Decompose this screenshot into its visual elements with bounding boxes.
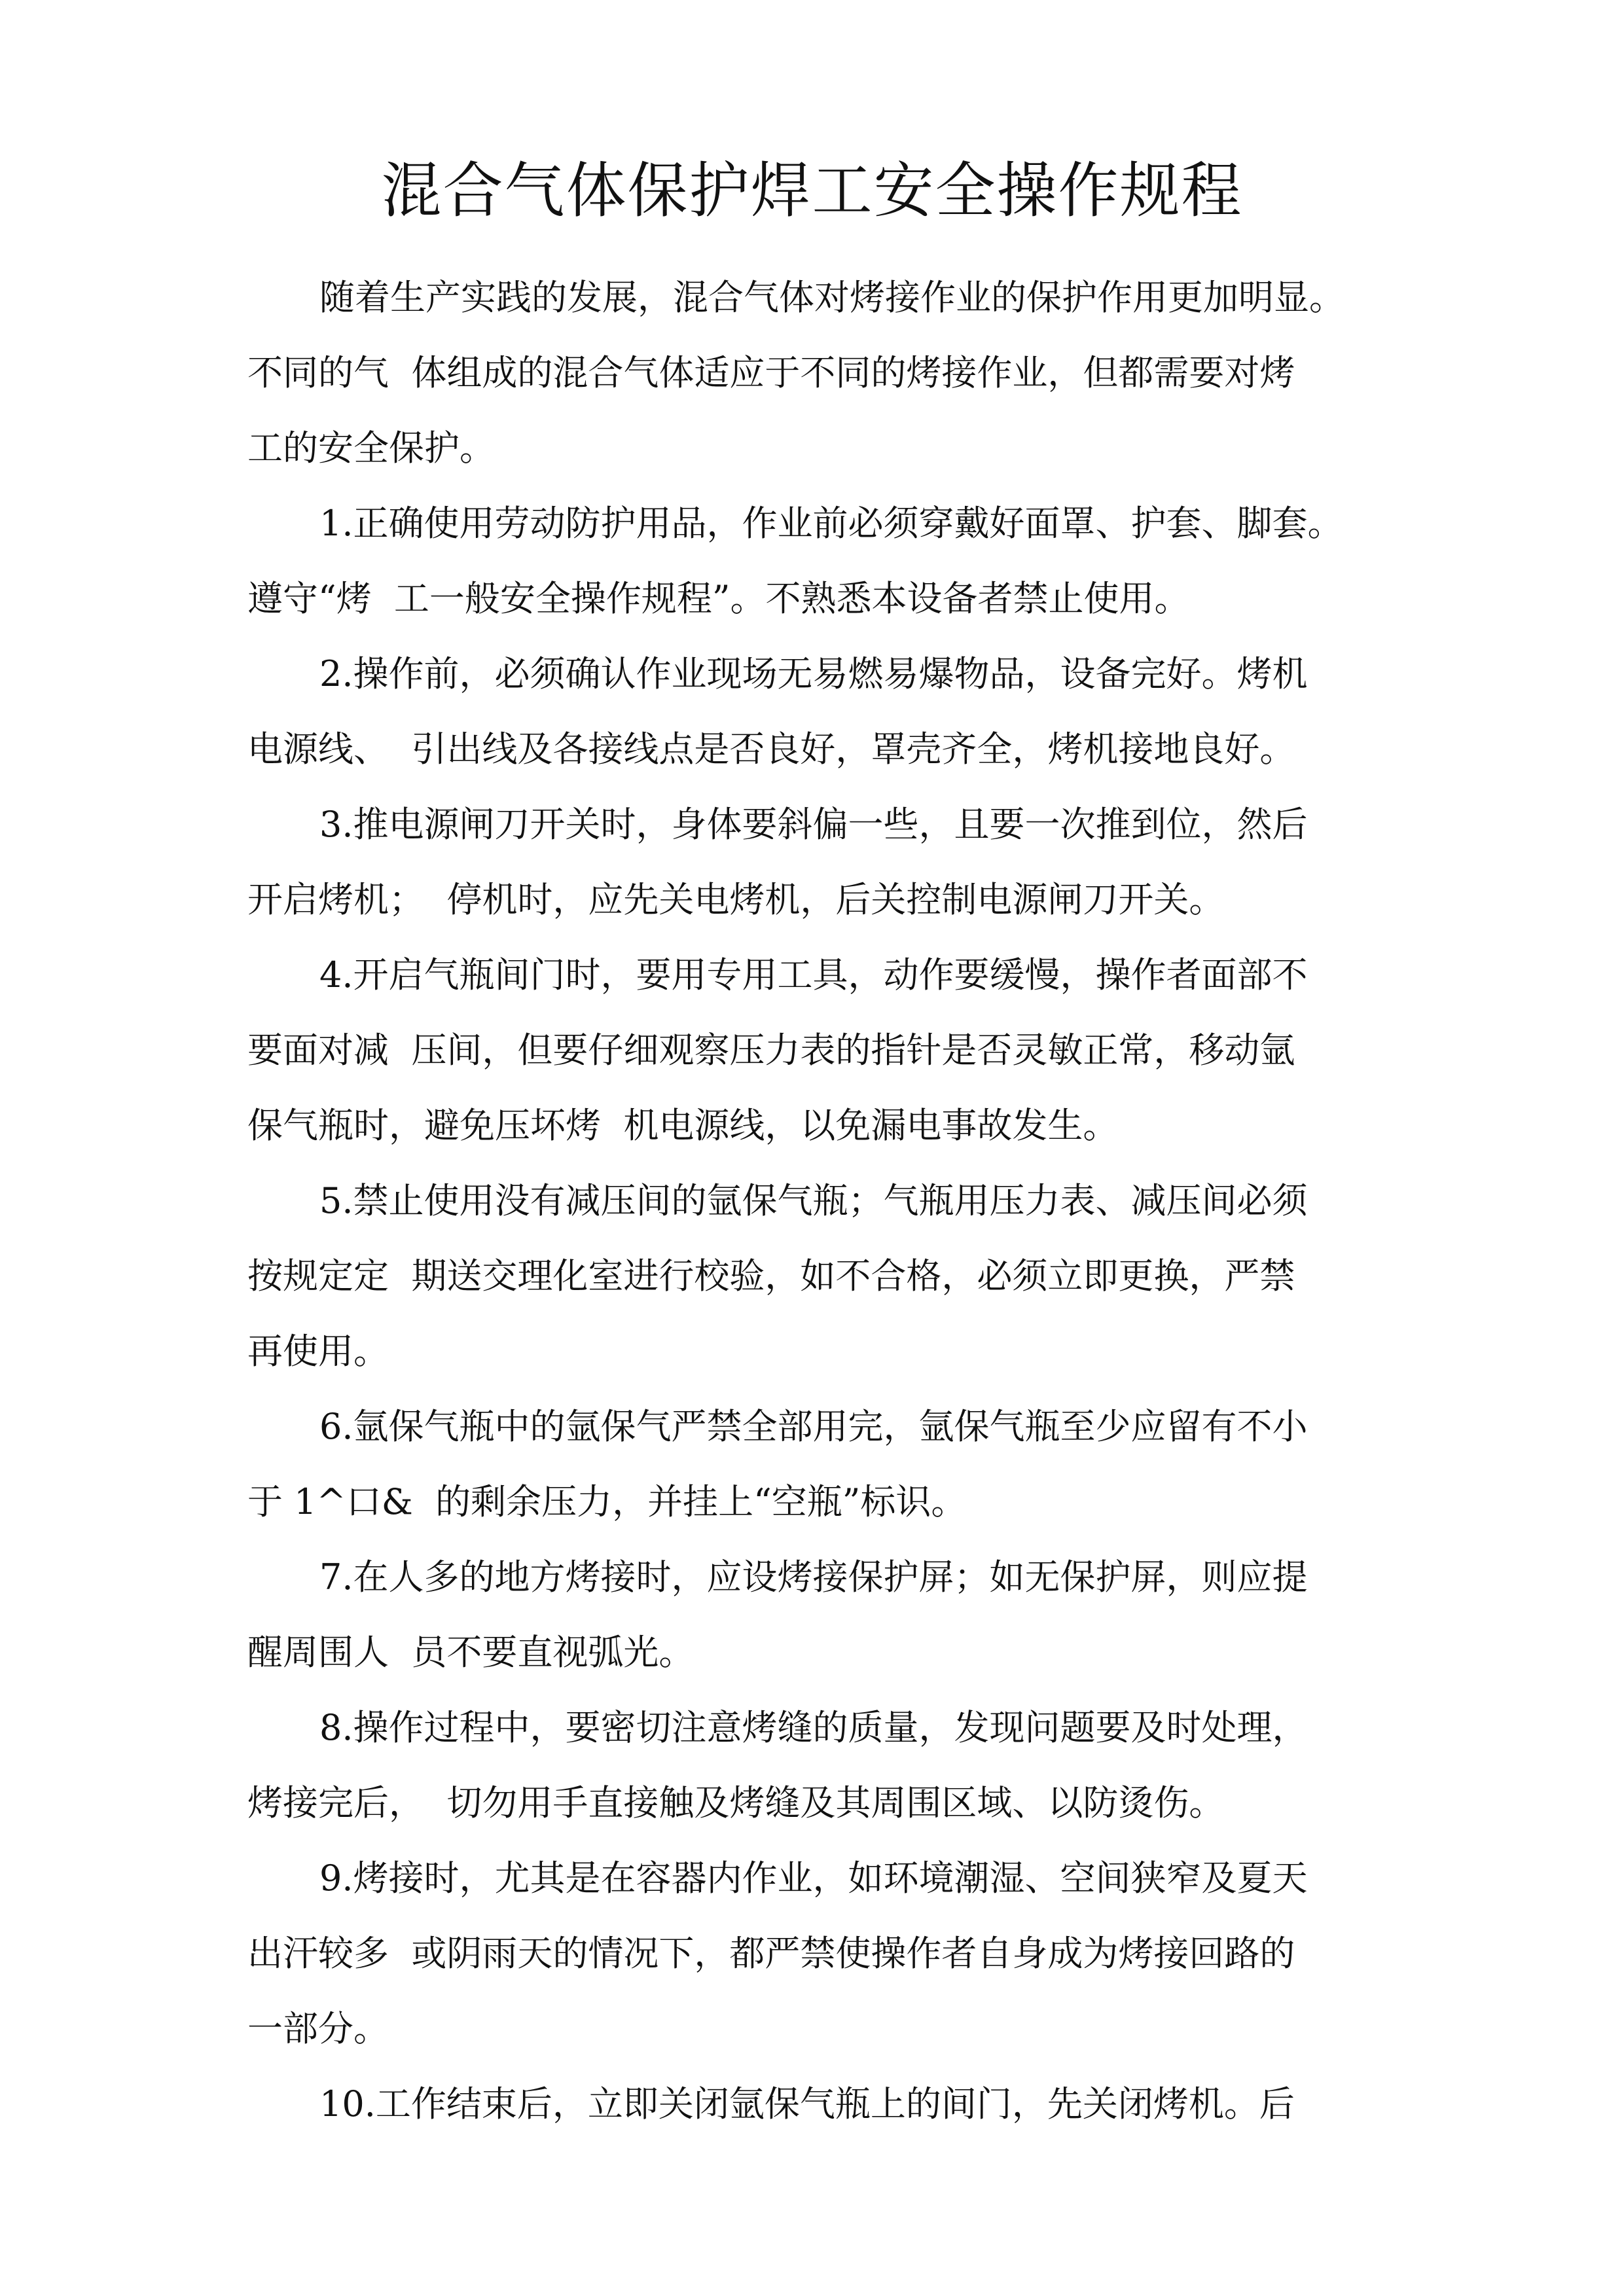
text-line: 电源线、 引出线及各接线点是否良好，罩壳齐全，烤机接地良好。 bbox=[247, 728, 1295, 770]
text-line: 不同的气 体组成的混合气体适应于不同的烤接作业，但都需要对烤 bbox=[247, 352, 1295, 393]
text-line: 烤接完后， 切勿用手直接触及烤缝及其周围区域、以防烫伤。 bbox=[247, 1782, 1225, 1823]
text-line: 开启烤机； 停机时，应先关电烤机，后关控制电源闸刀开关。 bbox=[247, 879, 1225, 920]
text-line: 4.开启气瓶间门时，要用专用工具，动作要缓慢，操作者面部不 bbox=[319, 954, 1308, 996]
text-line: 再使用。 bbox=[247, 1331, 389, 1372]
text-line: 工的安全保护。 bbox=[247, 427, 495, 469]
text-line: 1.正确使用劳动防护用品，作业前必须穿戴好面罩、护套、脚套。 bbox=[319, 503, 1343, 544]
text-line: 于 1^口& 的剩余压力，并挂上“空瓶”标识。 bbox=[247, 1481, 967, 1522]
text-line: 随着生产实践的发展，混合气体对烤接作业的保护作用更加明显。 bbox=[319, 277, 1344, 318]
text-line: 一部分。 bbox=[247, 2008, 389, 2049]
text-line: 保气瓶时，避免压坏烤 机电源线，以免漏电事故发生。 bbox=[247, 1105, 1119, 1146]
text-line: 出汗较多 或阴雨天的情况下，都严禁使操作者自身成为烤接回路的 bbox=[247, 1933, 1295, 1974]
text-line: 7.在人多的地方烤接时，应设烤接保护屏；如无保护屏，则应提 bbox=[319, 1556, 1308, 1598]
document-title: 混合气体保护焊工安全操作规程 bbox=[381, 156, 1243, 226]
text-line: 9.烤接时，尤其是在容器内作业，如环境潮湿、空间狭窄及夏天 bbox=[319, 1857, 1308, 1899]
text-line: 遵守“烤 工一般安全操作规程”。不熟悉本设备者禁止使用。 bbox=[247, 578, 1190, 619]
text-line: 8.操作过程中，要密切注意烤缝的质量，发现问题要及时处理， bbox=[319, 1707, 1308, 1748]
text-line: 要面对减 压间，但要仔细观察压力表的指针是否灵敏正常，移动氩 bbox=[247, 1030, 1295, 1071]
text-line: 按规定定 期送交理化室进行校验，如不合格，必须立即更换，严禁 bbox=[247, 1255, 1295, 1297]
text-line: 5.禁止使用没有减压间的氩保气瓶；气瓶用压力表、减压间必须 bbox=[319, 1180, 1308, 1221]
text-line: 3.推电源闸刀开关时，身体要斜偏一些，且要一次推到位，然后 bbox=[319, 804, 1308, 845]
text-line: 10.工作结束后，立即关闭氩保气瓶上的间门，先关闭烤机。后 bbox=[319, 2083, 1295, 2125]
text-line: 醒周围人 员不要直视弧光。 bbox=[247, 1632, 695, 1673]
text-line: 6.氩保气瓶中的氩保气严禁全部用完，氩保气瓶至少应留有不小 bbox=[319, 1406, 1308, 1447]
text-line: 2.操作前，必须确认作业现场无易燃易爆物品，设备完好。烤机 bbox=[319, 653, 1308, 694]
